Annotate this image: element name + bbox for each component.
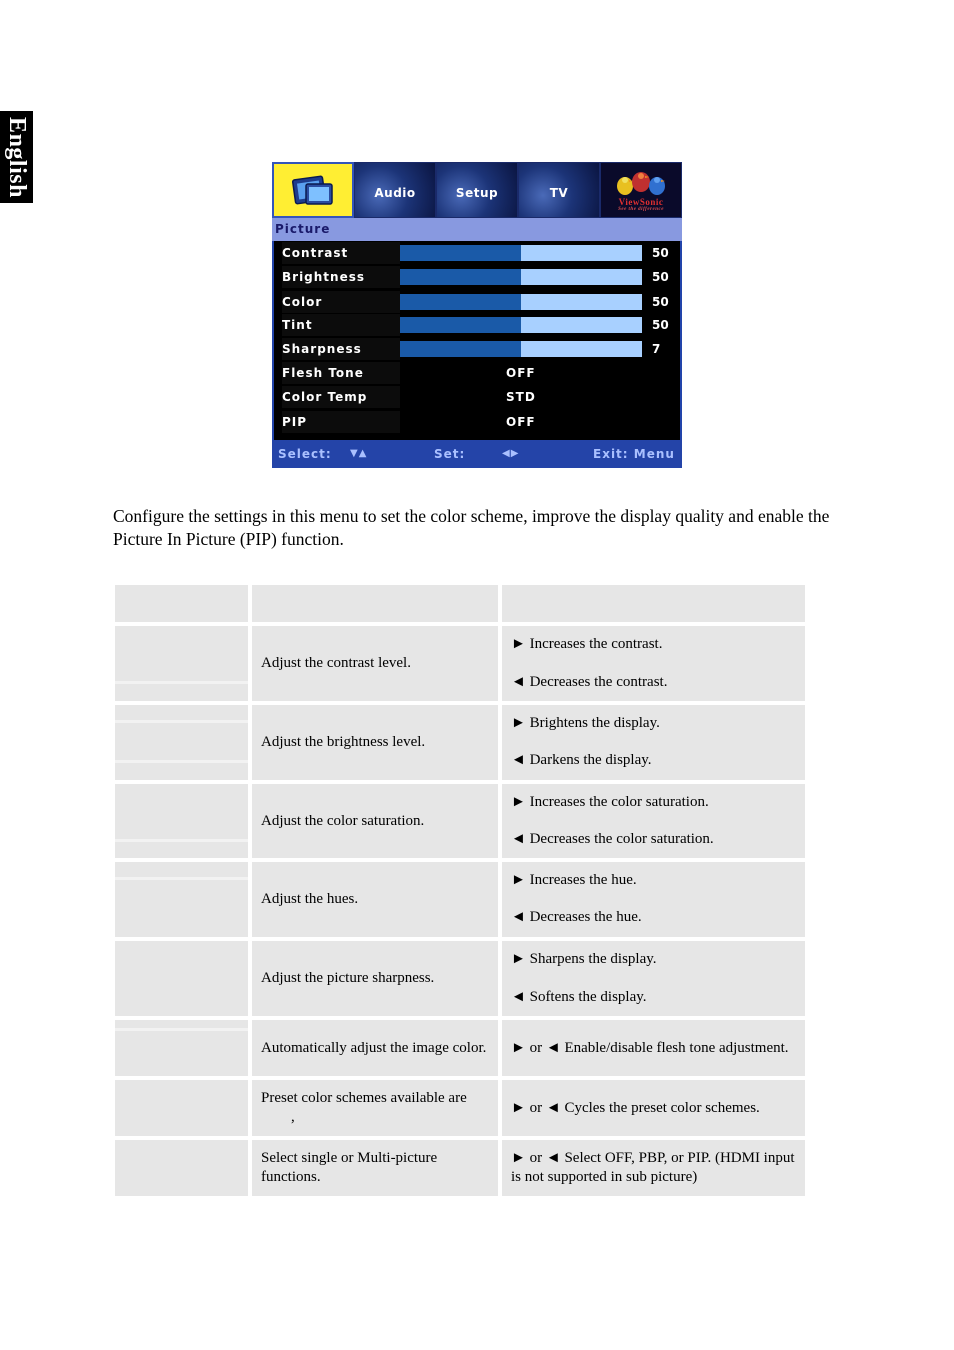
slider-fill [400, 294, 521, 310]
item-cell [115, 1080, 248, 1136]
item-cell [115, 705, 248, 780]
table-row [115, 1020, 805, 1076]
osd-row-value: 50 [652, 270, 669, 284]
item-cell [115, 626, 248, 701]
action-line: ◄ Darkens the display. [511, 752, 652, 768]
brand-tagline: See the difference [618, 206, 664, 212]
tab-audio[interactable] [354, 162, 436, 218]
osd-key-hints [272, 440, 682, 468]
table-row [115, 705, 805, 780]
item-cell [115, 784, 248, 858]
osd-section-title: Picture [272, 218, 682, 241]
osd-row-brightness[interactable] [274, 266, 680, 290]
table-row [115, 1080, 805, 1136]
table-row [115, 1140, 805, 1196]
sharpness-slider[interactable] [400, 341, 642, 357]
action-line: ► Brightens the display. [511, 715, 660, 731]
osd-row-label: Color Temp [282, 386, 400, 408]
osd-row-contrast[interactable] [274, 242, 680, 266]
item-cell [115, 941, 248, 1016]
osd-row-label: Tint [282, 314, 400, 336]
up-down-arrows-icon: ▼▲ [350, 448, 368, 459]
contrast-slider[interactable] [400, 245, 642, 261]
left-right-arrows-icon: ◀▶ [502, 448, 520, 459]
tab-setup[interactable] [436, 162, 518, 218]
description-cell: Adjust the hues. [252, 862, 498, 937]
action-line: ◄ Softens the display. [511, 989, 647, 1005]
osd-row-pip[interactable] [274, 411, 680, 435]
action-cell [502, 784, 805, 858]
osd-row-value: 50 [652, 318, 669, 332]
item-cell [115, 1020, 248, 1076]
tab-tv[interactable] [518, 162, 600, 218]
action-cell [502, 862, 805, 937]
action-line: ► Increases the hue. [511, 872, 637, 888]
osd-row-value: 7 [652, 342, 661, 356]
intro-paragraph: Configure the settings in this menu to set the color scheme, improve the display quality and enable the Picture In Picture (PIP) function. [113, 506, 830, 549]
action-line: ► or ◄ Select OFF, PBP, or PIP. (HDMI input is not supported in sub picture) [511, 1150, 795, 1185]
action-cell [502, 1020, 805, 1076]
tab-audio-label: Audio [374, 186, 416, 200]
language-tab-label: English [4, 116, 31, 198]
description-cell: Adjust the picture sharpness. [252, 941, 498, 1016]
header-cell [502, 585, 805, 622]
slider-fill [400, 245, 521, 261]
exit-hint-label: Exit: Menu [593, 447, 675, 461]
slider-fill [400, 341, 521, 357]
set-hint-label: Set: [434, 447, 466, 461]
description-cell: Select single or Multi-picture functions. [252, 1140, 498, 1196]
slider-fill [400, 317, 521, 333]
description-cell: Adjust the contrast level. [252, 626, 498, 701]
action-cell [502, 941, 805, 1016]
action-line: ► Sharpens the display. [511, 951, 657, 967]
action-line: ► or ◄ Cycles the preset color schemes. [511, 1099, 760, 1116]
osd-row-tint[interactable] [274, 314, 680, 338]
table-header-row [115, 585, 805, 622]
brightness-slider[interactable] [400, 269, 642, 285]
osd-row-color[interactable] [274, 291, 680, 315]
osd-row-label: Flesh Tone [282, 362, 400, 384]
table-row [115, 941, 805, 1016]
action-line: ◄ Decreases the hue. [511, 909, 642, 925]
osd-row-label: Contrast [282, 242, 400, 264]
action-line: ► Increases the color saturation. [511, 794, 709, 810]
table-row [115, 784, 805, 858]
language-tab [0, 111, 33, 203]
tint-slider[interactable] [400, 317, 642, 333]
osd-row-label: Sharpness [282, 338, 400, 360]
osd-row-value: 50 [652, 246, 669, 260]
description-cell [252, 1080, 498, 1136]
osd-menu [272, 162, 682, 468]
color-slider[interactable] [400, 294, 642, 310]
description-cell: Adjust the brightness level. [252, 705, 498, 780]
action-line: ◄ Decreases the contrast. [511, 674, 668, 690]
viewsonic-logo [600, 162, 682, 218]
osd-row-label: Brightness [282, 266, 400, 288]
osd-row-label: PIP [282, 411, 400, 433]
brand-name: ViewSonic [618, 196, 664, 207]
picture-icon [292, 174, 334, 208]
osd-tab-bar [272, 162, 682, 218]
description-cell: Adjust the color saturation. [252, 784, 498, 858]
tab-setup-label: Setup [455, 186, 499, 200]
osd-row-value: STD [506, 390, 536, 404]
slider-fill [400, 269, 521, 285]
action-cell [502, 705, 805, 780]
select-hint-label: Select: [278, 447, 332, 461]
osd-row-flesh-tone[interactable] [274, 362, 680, 386]
osd-row-sharpness[interactable] [274, 338, 680, 362]
item-cell [115, 862, 248, 937]
tab-tv-label: TV [549, 186, 569, 200]
osd-row-label: Color [282, 291, 400, 313]
header-cell [115, 585, 248, 622]
birds-icon [611, 168, 671, 198]
action-cell [502, 1140, 805, 1196]
table-row [115, 626, 805, 701]
osd-row-value: OFF [506, 366, 536, 380]
header-cell [252, 585, 498, 622]
action-line: ◄ Decreases the color saturation. [511, 831, 714, 847]
description-cell: Automatically adjust the image color. [252, 1020, 498, 1076]
action-line: ► Increases the contrast. [511, 636, 663, 652]
description-extra: , [291, 1109, 295, 1125]
action-cell [502, 1080, 805, 1136]
table-row [115, 862, 805, 937]
osd-row-value: OFF [506, 415, 536, 429]
action-cell [502, 626, 805, 701]
osd-row-color-temp[interactable] [274, 386, 680, 410]
action-line: ► or ◄ Enable/disable flesh tone adjustment. [511, 1039, 789, 1056]
osd-settings-list [272, 241, 682, 440]
item-cell [115, 1140, 248, 1196]
osd-row-value: 50 [652, 295, 669, 309]
tab-picture[interactable] [272, 162, 354, 218]
description-text: Preset color schemes available are [261, 1090, 467, 1106]
